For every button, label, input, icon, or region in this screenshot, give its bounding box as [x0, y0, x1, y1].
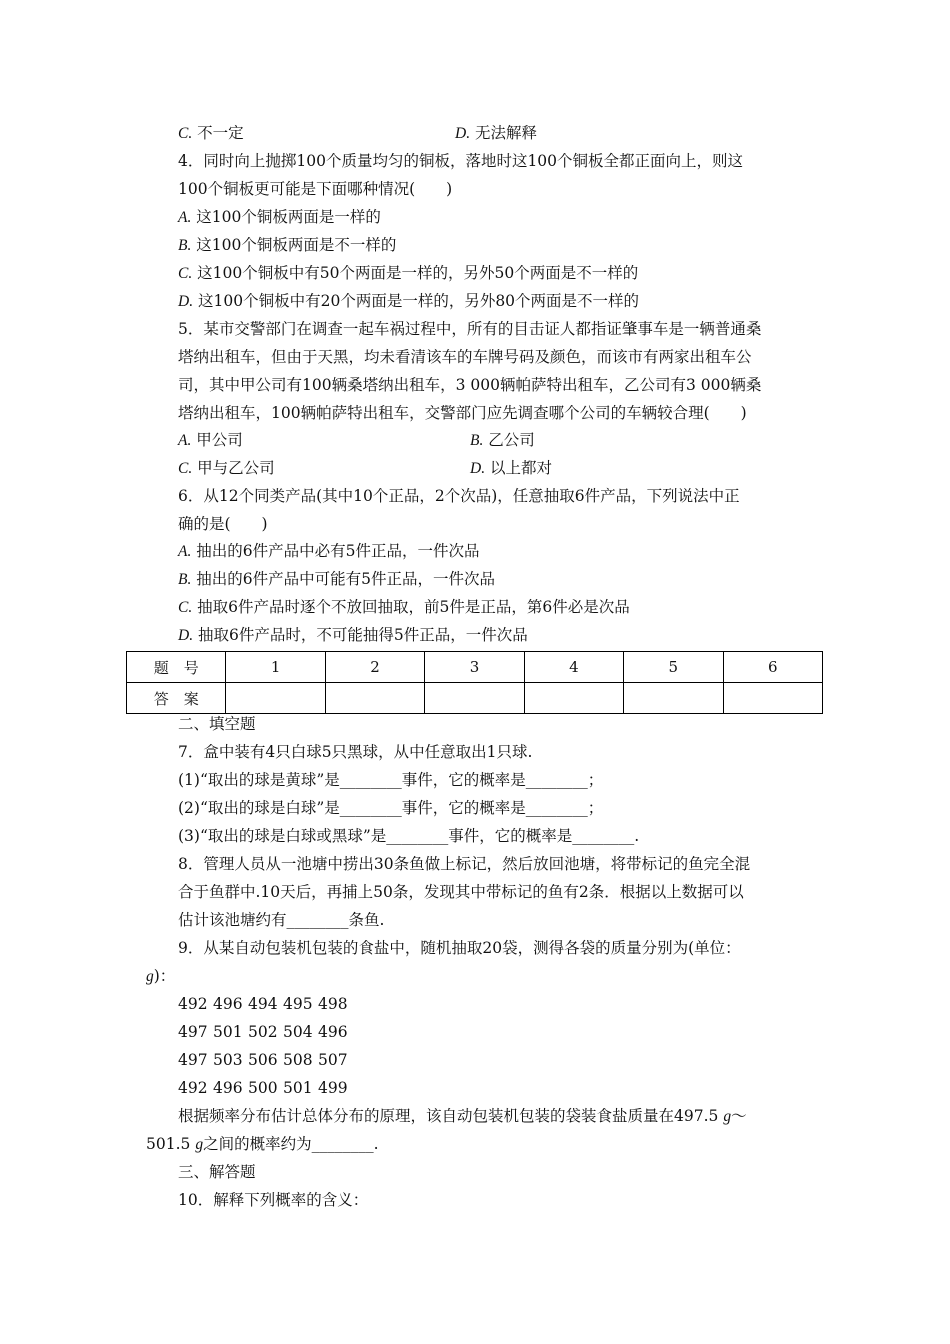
q8-line1: 8．管理人员从一池塘中捞出30条鱼做上标记，然后放回池塘，将带标记的鱼完全混	[178, 855, 751, 873]
q5-options-row-ab	[178, 426, 818, 454]
q4-option-a: A. 这100个铜板两面是一样的	[178, 208, 381, 226]
q9-line2: g)：	[146, 967, 176, 985]
table-number-cell: 1	[226, 652, 325, 683]
q5-stem-line3: 司，其中甲公司有100辆桑塔纳出租车，3 000辆帕萨特出租车，乙公司有3 000辆桑	[178, 376, 762, 394]
answer-cell	[524, 683, 623, 714]
q6-option-a: A. 抽出的6件产品中必有5件正品，一件次品	[178, 542, 480, 560]
q10-stem: 10．解释下列概率的含义：	[178, 1191, 369, 1209]
q5-option-d: D. 以上都对	[470, 459, 553, 477]
q7-item-2: (2)“取出的球是白球”是________事件，它的概率是________；	[178, 799, 604, 817]
q9-conclusion-line1: 根据频率分布估计总体分布的原理，该自动包装机包装的袋装食盐质量在497.5 g～	[178, 1107, 747, 1125]
answer-cell	[226, 683, 325, 714]
answer-cell	[624, 683, 723, 714]
q5-option-a: A. 甲公司	[178, 431, 243, 449]
table-number-cell: 5	[624, 652, 723, 683]
q7-item-1: (1)“取出的球是黄球”是________事件，它的概率是________；	[178, 771, 604, 789]
q5-stem-line2: 塔纳出租车，但由于天黑，均未看清该车的车牌号码及颜色，而该市有两家出租车公	[178, 348, 752, 366]
q5-option-c: C. 甲与乙公司	[178, 459, 275, 477]
q9-conclusion-line2: 501.5 g之间的概率约为________.	[146, 1135, 379, 1153]
q8-line2: 合于鱼群中.10天后，再捕上50条，发现其中带标记的鱼有2条．根据以上数据可以	[178, 883, 744, 901]
q7-stem: 7．盒中装有4只白球5只黑球，从中任意取出1只球.	[178, 743, 533, 761]
table-header-question-number: 题 号	[127, 652, 226, 683]
q4-stem-line1: 4．同时向上抛掷100个质量均匀的铜板，落地时这100个铜板全都正面向上，则这	[178, 152, 744, 170]
answer-cell	[723, 683, 822, 714]
q9-data-row: 492 496 500 501 499	[178, 1079, 348, 1097]
answer-table-answer-row	[127, 683, 823, 714]
q6-stem-line2: 确的是( )	[178, 515, 268, 533]
answer-cell	[325, 683, 424, 714]
q6-option-b: B. 抽出的6件产品中可能有5件正品，一件次品	[178, 570, 496, 588]
section-fill-in-heading: 二、填空题	[178, 715, 256, 733]
table-number-cell: 6	[723, 652, 822, 683]
q7-item-3: (3)“取出的球是白球或黑球”是________事件，它的概率是________.	[178, 827, 640, 845]
q9-data-row: 492 496 494 495 498	[178, 995, 348, 1013]
q4-stem-line2: 100个铜板更可能是下面哪种情况( )	[178, 180, 453, 198]
q6-stem-line1: 6．从12个同类产品(其中10个正品，2个次品)，任意抽取6件产品，下列说法中正	[178, 487, 740, 505]
q5-options-row-cd	[178, 454, 818, 482]
answer-table-header-row	[127, 652, 823, 683]
answer-table	[126, 651, 823, 714]
q9-data-row: 497 501 502 504 496	[178, 1023, 348, 1041]
unit-g: g	[146, 968, 154, 985]
table-header-answer: 答 案	[127, 683, 226, 714]
q3-option-d: D. 无法解释	[455, 124, 538, 142]
q9-line1: 9．从某自动包装机包装的食盐中，随机抽取20袋，测得各袋的质量分别为(单位：	[178, 939, 741, 957]
q4-option-d: D. 这100个铜板中有20个两面是一样的，另外80个两面是不一样的	[178, 292, 640, 310]
q3-options-row	[178, 119, 818, 147]
q9-data-row: 497 503 506 508 507	[178, 1051, 348, 1069]
table-number-cell: 4	[524, 652, 623, 683]
answer-cell	[425, 683, 524, 714]
section-answer-heading: 三、解答题	[178, 1163, 256, 1181]
q8-line3: 估计该池塘约有________条鱼.	[178, 911, 385, 929]
table-number-cell: 2	[325, 652, 424, 683]
q4-option-c: C. 这100个铜板中有50个两面是一样的，另外50个两面是不一样的	[178, 264, 639, 282]
q5-option-b: B. 乙公司	[470, 431, 535, 449]
q4-option-b: B. 这100个铜板两面是不一样的	[178, 236, 397, 254]
q5-stem-line4: 塔纳出租车，100辆帕萨特出租车，交警部门应先调查哪个公司的车辆较合理( )	[178, 404, 747, 422]
table-number-cell: 3	[425, 652, 524, 683]
q3-option-c: C. 不一定	[178, 124, 244, 142]
q5-stem-line1: 5．某市交警部门在调查一起车祸过程中，所有的目击证人都指证肇事车是一辆普通桑	[178, 320, 762, 338]
q6-option-c: C. 抽取6件产品时逐个不放回抽取，前5件是正品，第6件必是次品	[178, 598, 630, 616]
q6-option-d: D. 抽取6件产品时，不可能抽得5件正品，一件次品	[178, 626, 528, 644]
